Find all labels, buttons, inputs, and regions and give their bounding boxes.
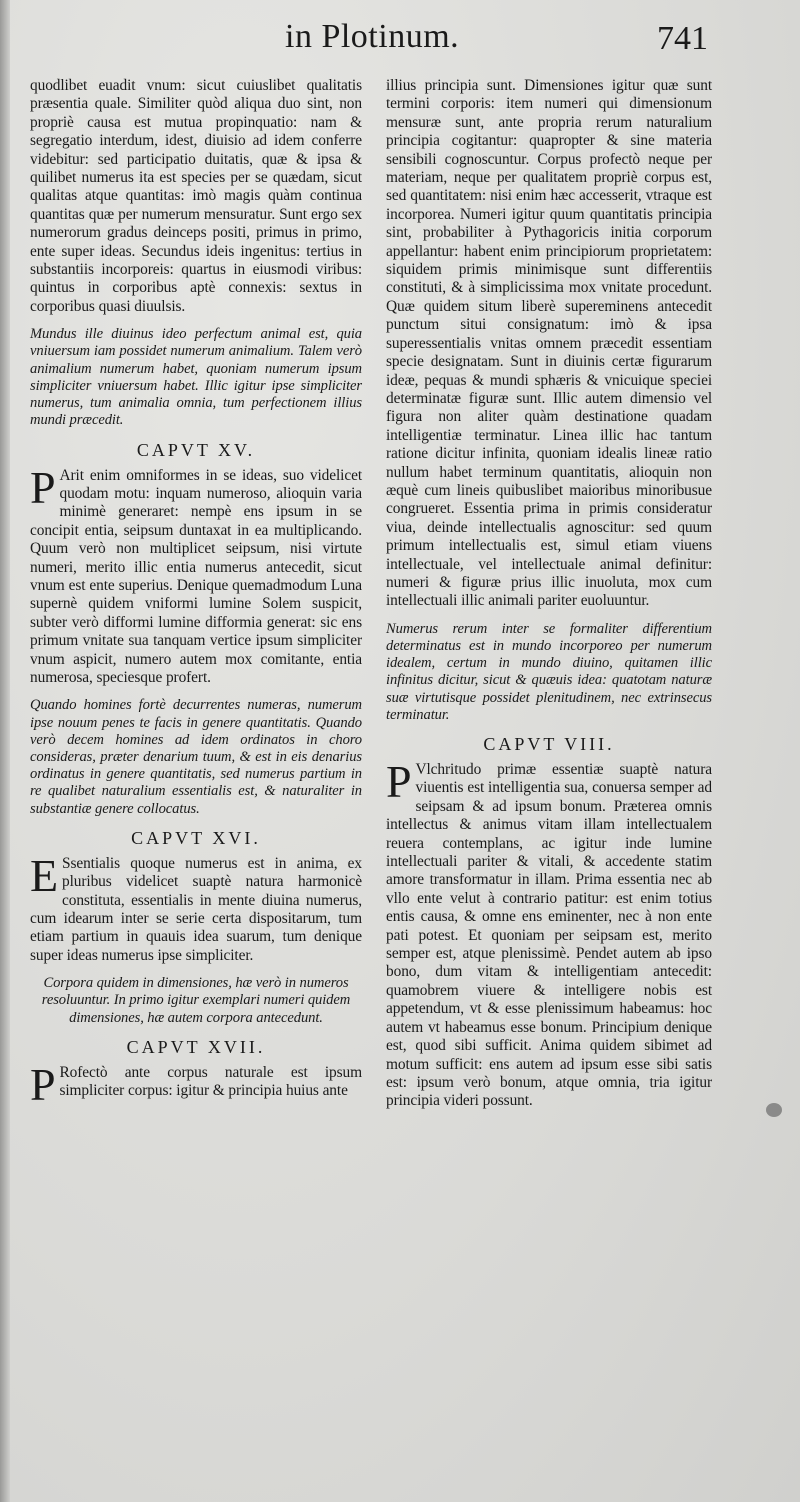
paragraph [30, 461, 362, 688]
chapter-heading: CAPVT XVI. [131, 827, 261, 848]
chapter-heading: CAPVT XV. [136, 439, 256, 460]
running-head: in Plotinum. [285, 18, 460, 55]
italic-summary: Mundus ille diuinus ideo perfectum animal est, quia vniuersum iam possidet numerum animalium. Talem verò animalium numerum habet, quoniam numerum ipsum simpliciter vniuersum habet. Illic igitur ipse simpliciter numerus, tum animalia omnia, tum perfectionem illius mundi præcedit. [30, 326, 362, 429]
drop-capital: E [30, 849, 58, 901]
paragraph [30, 1058, 362, 1110]
chapter-heading: CAPVT XVII. [126, 1036, 266, 1057]
paragraph: quodlibet euadit vnum: sicut cuiuslibet qualitatis præsentia quale. Similiter quòd aliqua duo sint, non propriè causa est mutua propinquatio: nam & segregatio interdum, idest, diuisio ad idem conferre videbitur: sed participatio duitatis, quæ & ipsa & quilibet numerus ita est species per se quædam, sicut qualitas atque quantitas: imò magis quàm continua quantitas quæ per numerum mensuratur. Sunt ergo sex numerorum gradus deinceps positi, primus in primo, ente super ideas. Secundus ideis ingenitus: tertius in substantiis incorporeis: quartus in eiusmodi viribus: quintus in corporibus aptè connexis: sextus in corporibus quasi diuulsis. [30, 77, 362, 315]
paragraph-text: Vlchritudo primæ essentiæ suaptè natura viuentis est intelligentia sua, conuersa semper ad seipsam & ad ipsum bonum. Præterea omnis intellectus & animus vitam illam intellectualem reuera contemplans, ac igitur inde lumine intellectuali pariter & vitali, & accedente statim amore transformatur in illam. Prima essentia nec ab vllo ente velut à contrario patitur: est enim totius entis causa, & omne ens eminenter, nec à non ente pati potest. Et quoniam per seipsam est, merito semper est, atque plenissimè. Pendet autem ab ipso bono, dum vitam & intelligentiam antecedit: quamobrem viuere & intelligere nobis est appetendum, vt & esse plenissimum habeamus: hoc autem vt habeamus esse bonum. Principium denique est, quod sibi sufficit. Anima quidem sibimet ad motum sufficit: ens autem ad ipsum esse sibi satis est: ipsum verò bonum, atque omnia, tria igitur principia videri possunt. [386, 761, 712, 1110]
chapter-heading: CAPVT VIII. [483, 734, 615, 754]
drop-capital: P [30, 461, 56, 513]
italic-summary: Quando homines fortè decurrentes numeras, numerum ipse nouum penes te facis in genere quantitatis. Quando verò decem homines ad idem ordinatos in choro consideras, præter denarium tuum, & est in eis denarius ordinatus in genere quantitatis, sed numerus partium in re qualibet naturalium essentialis est, & naturaliter in substantiæ genere collocatus. [30, 697, 362, 817]
drop-capital: P [30, 1058, 56, 1110]
page-gutter-shadow [0, 0, 10, 1502]
paragraph: illius principia sunt. Dimensiones igitur quæ sunt termini corporis: item numeri qui dimensionum mensuræ sunt, ante propria rerum naturalium principia cogitantur: quapropter & sine materia sensibili cognoscuntur. Corpus profectò neque per materiam, neque per qualitatem propriè corpus est, sed quantitatem: nisi enim hæc accesserit, vtraque est incorporea. Numeri igitur quum quantitatis principia sint, probabiliter à Pythagoricis initia corporum appellantur: habent enim principiorum proprietatem: siquidem primis minimisque sunt differentiis constituti, & à simplicissima mox vnitate procedunt. Quæ quidem situm liberè supereminens antecedit punctum situi consignatum: imò & ipsa superessentialis vnitas omnem præcedit essentiam specie designatam. Sunt in diuinis certæ figurarum ideæ, pequas & mundi sphæris & vnicuique speciei determinatæ figuræ sunt. Illic autem dimensio vel figura non aliter quàm destinatione quadam intelligentiæ terminatur. Linea illic hac tantum ratione dicitur infinita, quoniam idealis lineæ ratio nullum habet terminum quantitatis, alioquin non æquè cum lineis quibuslibet maioribus minoribusue congrueret. Essentia prima in primis consideratur viua, deinde intellectualis agnoscitur: sed quum primum intellectualis est, simul etiam viuens intellectuale, vel intellectuale animal definitur: numeri & figuræ prius illic inuoluta, mox cum intellectuali illic animali pariter euoluuntur. [386, 77, 712, 610]
right-column [386, 77, 712, 1121]
paragraph [30, 849, 362, 965]
ink-smudge [766, 1103, 782, 1117]
left-column [30, 77, 362, 1111]
paragraph-text: Arit enim omniformes in se ideas, suo videlicet quodam motu: inquam numeroso, alioquin varia minimè generaret: nempè ens ipsum in se concipit entia, seipsum duntaxat in ea multiplicando. Quum verò non multiplicet seipsum, nisi virtute numeri, merito illic entia numerus antecedit, sicut vnum est ente superius. Denique quemadmodum Luna supernè quidem vniformi lumine Solem suspicit, subter verò difformi lumine difformia generat: sic ens primum vnitate sua tanquam vertice ipsum simpliciter vnum aspicit, numero autem mox comitante, entia numerosa, speciesque profert. [30, 466, 362, 686]
paragraph-text: Ssentialis quoque numerus est in anima, ex pluribus videlicet suaptè natura harmonicè constituta, essentialis in mente diuina numerus, cum idearum inter se serie certa dispositarum, tum etiam partium in quauis idea suarum, tum denique super ideas numerus ipse simpliciter. [30, 854, 362, 964]
italic-summary: Corpora quidem in dimensiones, hæ verò in numeros resoluuntur. In primo igitur exemplari numeri quidem dimensiones, hæ autem corpora antecedunt. [41, 975, 351, 1026]
paragraph [386, 756, 712, 1111]
drop-capital: P [386, 756, 412, 807]
italic-summary: Numerus rerum inter se formaliter differentium determinatus est in mundo incorporeo per numerum idealem, certum in mundo diuino, quitamen illic infinitus dicitur, sicut & quæuis idea: quatotam naturæ suæ virtutisque possidet plenitudinem, nec extrinsecus terminatur. [386, 620, 712, 723]
page-number: 741 [657, 20, 708, 57]
paragraph-text: Rofectò ante corpus naturale est ipsum simpliciter corpus: igitur & principia huius ante [59, 1063, 362, 1100]
